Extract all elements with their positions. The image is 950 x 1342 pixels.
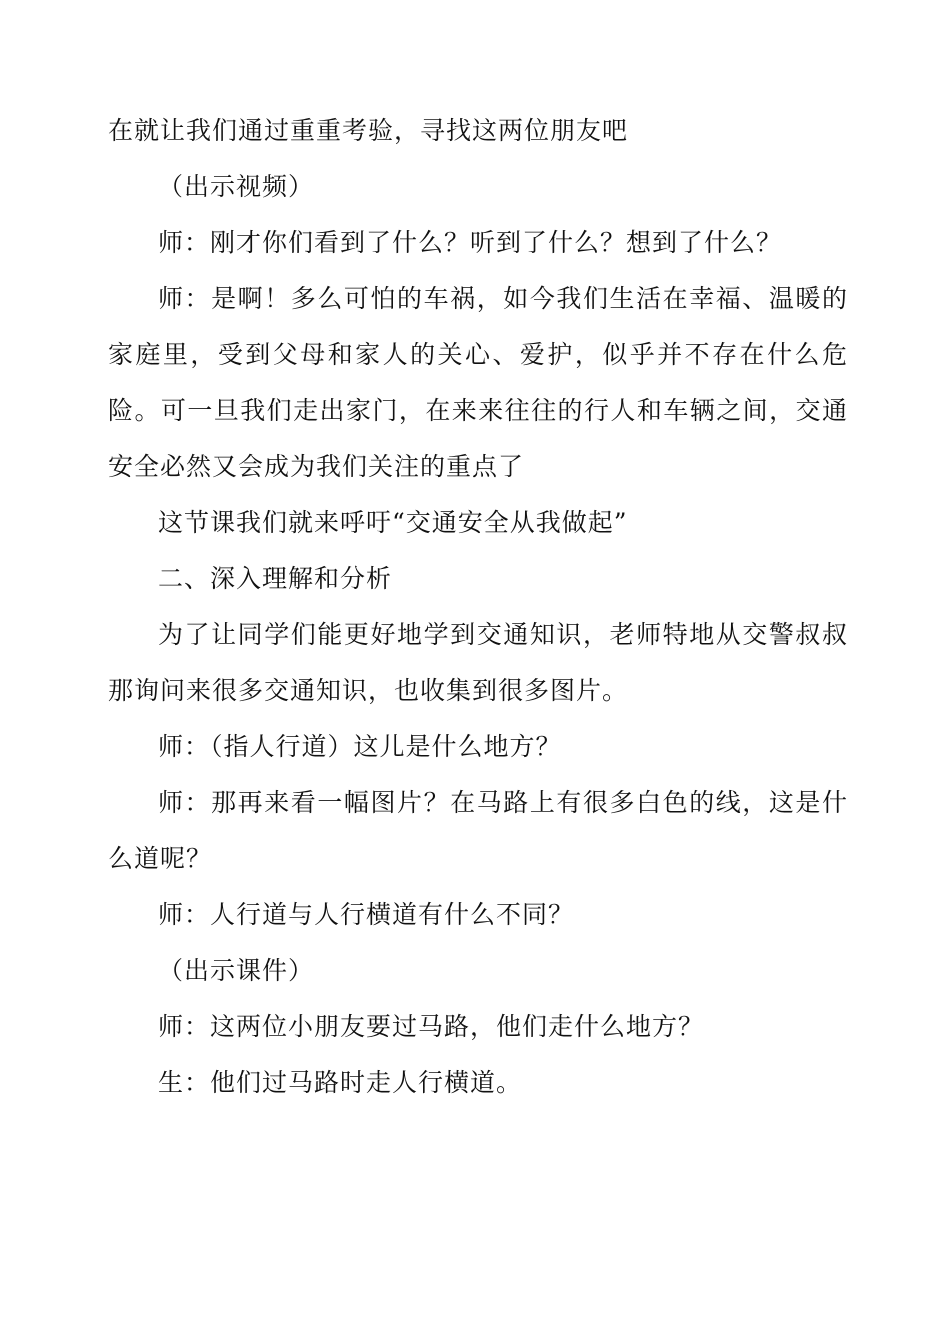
paragraph-crossing-question: 师：这两位小朋友要过马路，他们走什么地方？ — [158, 1012, 705, 1041]
paragraph-lesson-theme: 这节课我们就来呼吁“交通安全从我做起” — [158, 508, 628, 537]
paragraph-traffic-knowledge: 为了让同学们能更好地学到交通知识，老师特地从交警叔叔那询问来很多交通知识，也收集到很多图片。 — [108, 620, 848, 705]
paragraph-show-video: （出示视频） — [158, 172, 315, 201]
paragraph-intro-continuation: 在就让我们通过重重考验，寻找这两位朋友吧 — [108, 116, 629, 145]
paragraph-student-answer: 生：他们过马路时走人行横道。 — [158, 1068, 523, 1097]
paragraph-white-lines-question: 师：那再来看一幅图片？在马路上有很多白色的线，这是什么道呢？ — [108, 788, 848, 873]
paragraph-teacher-question: 师：刚才你们看到了什么？听到了什么？想到了什么？ — [158, 228, 783, 257]
document-body — [108, 103, 848, 1111]
paragraph-difference-question: 师：人行道与人行横道有什么不同？ — [158, 900, 575, 929]
section-heading-deep-understanding: 二、深入理解和分析 — [158, 564, 393, 593]
paragraph-teacher-car-accident: 师：是啊！多么可怕的车祸，如今我们生活在幸福、温暖的家庭里，受到父母和家人的关心、爱护，似乎并不存在什么危险。可一旦我们走出家门，在来来往往的行人和车辆之间，交通安全必然又会成为我们关注的重点了 — [108, 284, 848, 481]
paragraph-show-courseware: （出示课件） — [158, 956, 315, 985]
paragraph-sidewalk-question: 师：（指人行道）这儿是什么地方？ — [158, 732, 562, 761]
